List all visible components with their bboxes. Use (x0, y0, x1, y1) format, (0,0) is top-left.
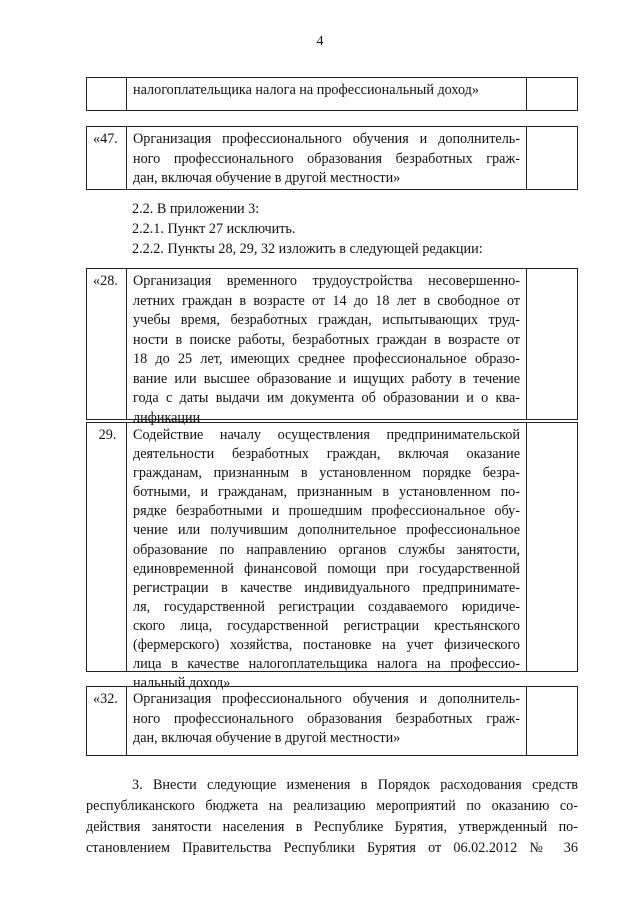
text-line: ботными, и гражданам, признанным в установленном по- (133, 484, 520, 501)
text-line: становлением Правительства Республики Бурятия от 06.02.2012 № 36 (86, 840, 578, 856)
text-line: Организация профессионального обучения и дополнитель- (133, 131, 520, 147)
paragraph: 2.2.2. Пункты 28, 29, 32 изложить в следующей редакции: (132, 241, 483, 257)
text-line: 18 до 25 лет, имеющих среднее профессиональное образо- (133, 351, 520, 367)
text-line: Организация профессионального обучения и дополнитель- (133, 691, 520, 707)
row-text (127, 687, 527, 755)
text-line: республиканского бюджета на реализацию мероприятий по оказанию со- (86, 798, 578, 814)
text-line: (фермерского) хозяйства, постановке на учет физического (133, 637, 520, 654)
row-number: «32. (87, 687, 127, 755)
text-line: летних граждан в возрасте от 14 до 18 лет в свободное от (133, 292, 520, 309)
page-number: 4 (316, 34, 324, 49)
text-line: рядке безработными и прошедшим профессиональное обу- (133, 503, 520, 520)
text-line: ля, государственной регистрации создаваемого юридиче- (133, 598, 520, 615)
empty-cell (527, 269, 577, 419)
text-line: Содействие началу осуществления предпринимательской (133, 427, 520, 443)
text-line: учебы время, безработных граждан, испытывающих труд- (133, 312, 520, 328)
table-row (86, 422, 578, 692)
text-line: ного профессионального образования безработных граж- (133, 150, 520, 167)
empty-cell (527, 78, 577, 110)
row-text (127, 269, 527, 426)
text-line: гражданам, признанным в установленном порядке безра- (133, 465, 520, 482)
text-line: дан, включая обучение в другой местности» (133, 730, 401, 746)
empty-cell (527, 687, 577, 755)
text-line: ного профессионального образования безработных граж- (133, 710, 520, 727)
text-line: года с даты выдачи им документа об образовании и о ква- (133, 390, 520, 406)
table-row (86, 686, 578, 756)
row-text (127, 78, 527, 110)
paragraph: 2.2. В приложении 3: (132, 201, 260, 217)
text-line: чение или получившим дополнительное профессиональное (133, 522, 520, 539)
empty-cell (527, 423, 577, 671)
text-line: вание или высшее образование и ищущих работу в течение (133, 370, 520, 387)
text-line: ского лица, государственной регистрации крестьянского (133, 617, 520, 634)
paragraph: 2.2.1. Пункт 27 исключить. (132, 221, 296, 237)
table-row (86, 126, 578, 190)
body-paragraph (86, 775, 578, 859)
table-row (86, 77, 578, 111)
text-line: дан, включая обучение в другой местности» (133, 170, 401, 186)
text-line: образование по направлению органов службы занятости, (133, 541, 520, 558)
text-line: лификации (133, 409, 201, 426)
row-text (127, 127, 527, 189)
text-line: единовременной финансовой помощи при государственной (133, 560, 520, 577)
row-number: «28. (87, 269, 127, 419)
text-line: Организация временного трудоустройства несовершенно- (133, 273, 520, 289)
text-line: нальный доход» (133, 675, 231, 692)
text-line: лица в качестве налогоплательщика налога на профессио- (133, 656, 520, 673)
text-line: ности в поиске работы, безработных граждан в возрасте от (133, 331, 520, 348)
text-line: налогоплательщика налога на профессиональный доход» (133, 82, 479, 98)
row-number: 29. (87, 423, 127, 671)
row-number: «47. (87, 127, 127, 189)
table-row (86, 268, 578, 426)
row-number (87, 78, 127, 110)
text-line: 3. Внести следующие изменения в Порядок расходования средств (132, 777, 578, 793)
text-line: регистрации в качестве индивидуального предпринимате- (133, 579, 520, 596)
text-line: деятельности безработных граждан, включая оказание (133, 446, 520, 463)
row-text (127, 423, 527, 692)
empty-cell (527, 127, 577, 189)
text-line: действия занятости населения в Республике Бурятия, утвержденный по- (86, 819, 578, 835)
